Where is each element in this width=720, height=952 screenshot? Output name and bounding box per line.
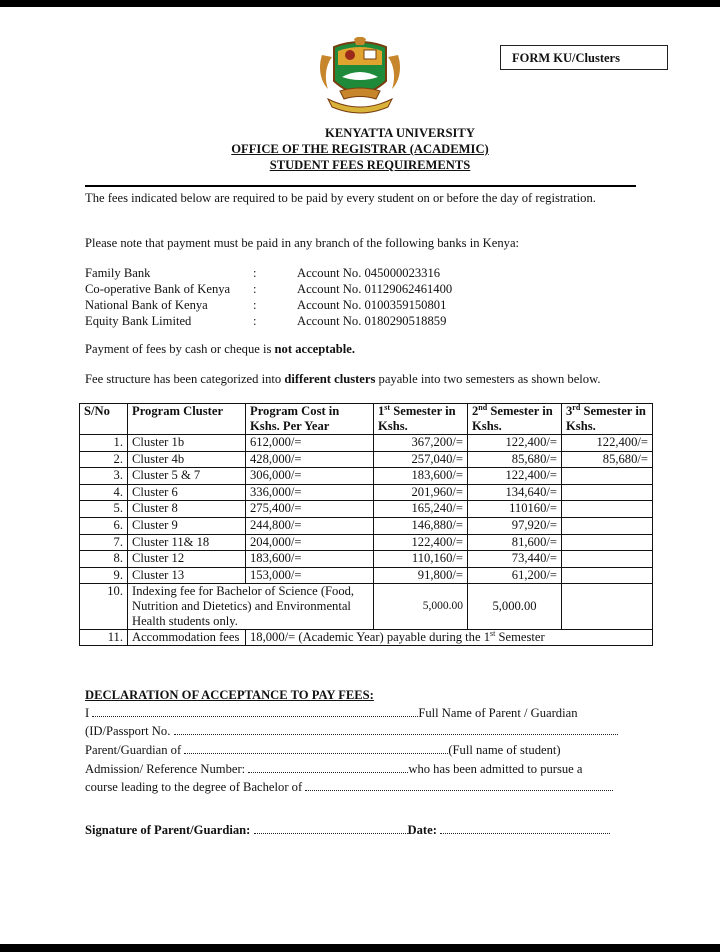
declaration-line-name: I Full Name of Parent / Guardian <box>85 706 578 720</box>
form-label-box: FORM KU/Clusters <box>500 45 668 70</box>
university-name: KENYATTA UNIVERSITY <box>325 126 475 140</box>
table-row: 3. Cluster 5 & 7 306,000/= 183,600/= 122,400/= <box>80 468 653 485</box>
declaration-line-student: Parent/Guardian of (Full name of student) <box>85 743 561 757</box>
bank-name: Family Bank <box>85 266 151 280</box>
header-rule <box>85 185 636 187</box>
bank-account: Account No. 01129062461400 <box>297 282 453 296</box>
structure-note: Fee structure has been categorized into different clusters payable into two semesters as shown below. <box>85 372 601 386</box>
table-row: 9. Cluster 13 153,000/= 91,800/= 61,200/= <box>80 567 653 584</box>
header-cost: Program Cost in Kshs. Per Year <box>246 404 374 435</box>
indexing-description: Indexing fee for Bachelor of Science (Food, Nutrition and Dietetics) and Environmental Health students only. <box>128 584 374 630</box>
table-row: 4. Cluster 6 336,000/= 201,960/= 134,640/= <box>80 484 653 501</box>
table-row: 2. Cluster 4b 428,000/= 257,040/= 85,680/= 85,680/= <box>80 451 653 468</box>
table-row: 8. Cluster 12 183,600/= 110,160/= 73,440/= <box>80 551 653 568</box>
signature-field[interactable] <box>254 821 408 834</box>
bank-account: Account No. 045000023316 <box>297 266 441 280</box>
bank-name: Equity Bank Limited <box>85 314 192 328</box>
fees-table <box>79 403 653 646</box>
declaration-line-admission: Admission/ Reference Number: who has been admitted to pursue a <box>85 762 583 776</box>
parent-name-field[interactable] <box>92 704 418 717</box>
bottom-border-bar <box>0 944 720 952</box>
cash-note: Payment of fees by cash or cheque is not acceptable. <box>85 342 355 356</box>
student-name-field[interactable] <box>184 741 448 754</box>
document-subject: STUDENT FEES REQUIREMENTS <box>269 158 471 172</box>
structure-note-emphasis: different clusters <box>284 372 376 386</box>
table-row: 1. Cluster 1b 612,000/= 367,200/= 122,400/= 122,400/= <box>80 435 653 452</box>
office-title: OFFICE OF THE REGISTRAR (ACADEMIC) <box>231 142 489 156</box>
header-sem2: 2nd Semester in Kshs. <box>468 404 562 435</box>
table-row-accommodation: 11. Accommodation fees 18,000/= (Academic Year) payable during the 1st Semester <box>80 630 653 646</box>
header-sem3: 3rd Semester in Kshs. <box>562 404 653 435</box>
declaration-line-degree: course leading to the degree of Bachelor of <box>85 778 636 796</box>
date-field[interactable] <box>440 821 610 834</box>
declaration-line-id: (ID/Passport No. <box>85 722 636 740</box>
bank-name: Co-operative Bank of Kenya <box>85 282 231 296</box>
header-cluster: Program Cluster <box>128 404 246 435</box>
table-row: 6. Cluster 9 244,800/= 146,880/= 97,920/= <box>80 517 653 534</box>
bank-row <box>85 297 645 313</box>
admission-number-field[interactable] <box>248 760 408 773</box>
bank-separator: : <box>253 266 257 280</box>
accommodation-note: 18,000/= (Academic Year) payable during the 1st Semester <box>246 630 653 646</box>
bank-row <box>85 265 645 281</box>
bank-separator: : <box>253 314 257 328</box>
top-border-bar <box>0 0 720 7</box>
declaration-title: DECLARATION OF ACCEPTANCE TO PAY FEES: <box>85 688 374 702</box>
table-row: 5. Cluster 8 275,400/= 165,240/= 110160/= <box>80 501 653 518</box>
payment-note: Please note that payment must be paid in any branch of the following banks in Kenya: <box>85 236 520 250</box>
intro-paragraph: The fees indicated below are required to be paid by every student on or before the day of registration. <box>85 191 596 205</box>
bank-separator: : <box>253 298 257 312</box>
table-row: 7. Cluster 11& 18 204,000/= 122,400/= 81,600/= <box>80 534 653 551</box>
bank-account: Account No. 0100359150801 <box>297 298 447 312</box>
table-header-row <box>80 404 653 435</box>
bank-account: Account No. 0180290518859 <box>297 314 447 328</box>
signature-line: Signature of Parent/Guardian: Date: <box>85 821 636 839</box>
header-sn: S/No <box>80 404 128 435</box>
bank-separator: : <box>253 282 257 296</box>
cash-note-emphasis: not acceptable. <box>274 342 355 356</box>
bank-row <box>85 281 645 297</box>
university-crest-logo <box>314 37 406 119</box>
degree-field[interactable] <box>305 778 613 791</box>
table-row-indexing: 10. Indexing fee for Bachelor of Science (Food, Nutrition and Dietetics) and Environmental Health students only. 5,000.00 5,000.00 <box>80 584 653 630</box>
bank-name: National Bank of Kenya <box>85 298 208 312</box>
bank-row <box>85 313 645 329</box>
header-sem1: 1st Semester in Kshs. <box>374 404 468 435</box>
id-passport-field[interactable] <box>174 722 618 735</box>
